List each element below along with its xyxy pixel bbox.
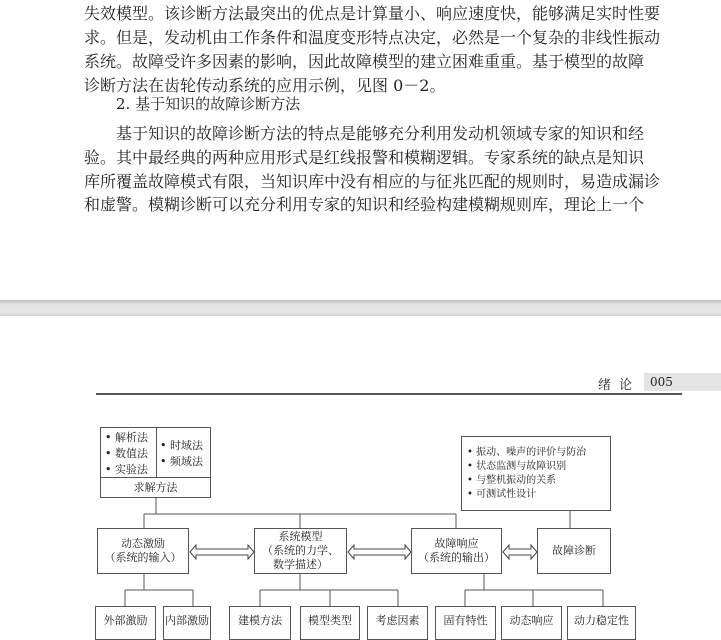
body-text-line: 失效模型。该诊断方法最突出的优点是计算量小、响应速度快，能够满足实时性要 [84, 4, 661, 23]
body-text-line: 基于知识的故障诊断方法的特点是能够充分利用发动机领域专家的知识和经 [116, 124, 645, 143]
divider [156, 427, 157, 477]
bottom-box: 考虑因素 [367, 606, 428, 640]
list-item: • 数值法 [105, 446, 148, 462]
fault-diagnosis-box [537, 528, 611, 574]
list-item: • 可测试性设计 [467, 488, 586, 502]
body-text-line: 系统。故障受许多因素的影响，因此故障模型的建立困难重重。基于模型的故障 [84, 52, 645, 71]
box-subtitle: （系统的力学、 [262, 544, 339, 557]
box-subtitle: （系统的输入） [104, 551, 182, 564]
bottom-box: 固有特性 [435, 606, 496, 640]
box-subtitle: （系统的输出） [418, 551, 495, 564]
fault-response-box [411, 528, 502, 574]
list-item: • 时域法 [160, 438, 203, 454]
section-heading: 2. 基于知识的故障诊断方法 [116, 95, 301, 113]
bottom-box: 外部激励 [95, 606, 156, 640]
list-item: • 解析法 [105, 430, 148, 446]
bottom-box: 内部激励 [163, 606, 211, 640]
box-title: 故障诊断 [552, 544, 596, 557]
body-text-line: 求。但是，发动机由工作条件和温度变形特点决定，必然是一个复杂的非线性振动 [84, 28, 661, 47]
bottom-box: 模型类型 [300, 606, 360, 640]
body-text-line: 诊断方法在齿轮传动系统的应用示例，见图 0－2。 [84, 76, 446, 95]
body-text-line: 库所覆盖故障模式有限，当知识库中没有相应的与征兆匹配的规则时，易造成漏诊 [84, 172, 661, 191]
applications-list [467, 446, 586, 502]
list-item: • 状态监测与故障识别 [467, 460, 586, 474]
box-subtitle: 数学描述） [273, 558, 328, 571]
box-title: 动态激励 [121, 537, 165, 550]
box-title: 系统模型 [278, 530, 323, 543]
double-arrow-icon [503, 545, 537, 559]
solve-methods-list [105, 430, 148, 478]
list-item: • 与整机振动的关系 [467, 474, 586, 488]
page-number: 005 [644, 373, 721, 391]
system-model-box [254, 528, 347, 574]
body-text-line: 和虚警。模糊诊断可以充分利用专家的知识和经验构建模糊规则库，理论上一个 [84, 195, 645, 214]
domain-methods-list [160, 438, 203, 470]
double-arrow-icon [190, 545, 254, 559]
bottom-box: 动力稳定性 [567, 606, 636, 640]
dynamic-excitation-box [97, 528, 189, 574]
bottom-box: 动态响应 [501, 606, 562, 640]
list-item: • 频域法 [160, 454, 203, 470]
solve-methods-label: 求解方法 [133, 481, 178, 494]
box-title: 故障响应 [434, 537, 479, 550]
list-item: • 振动、噪声的评价与防治 [467, 446, 586, 460]
list-item: • 实验法 [105, 462, 148, 478]
body-text-line: 验。其中最经典的两种应用形式是红线报警和模糊逻辑。专家系统的缺点是知识 [84, 148, 645, 167]
running-header-chapter: 绪论 [598, 378, 641, 393]
bottom-box: 建模方法 [229, 606, 291, 640]
double-arrow-icon [348, 545, 411, 559]
